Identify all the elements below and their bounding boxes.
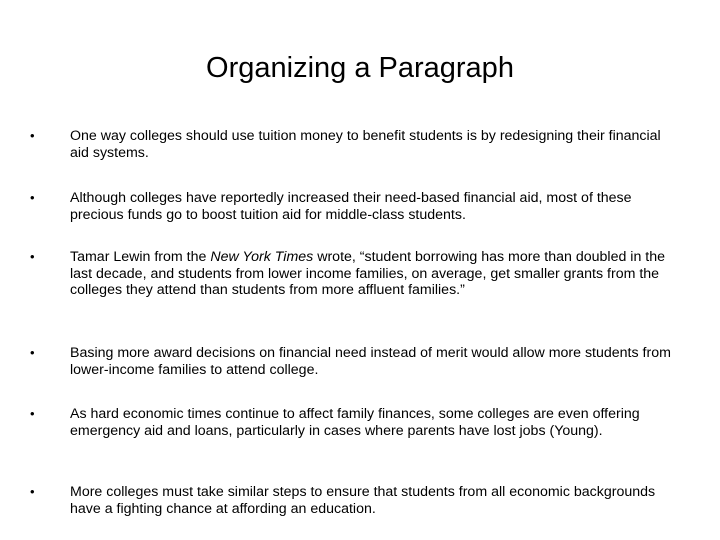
bullet-text: Basing more award decisions on financial need instead of merit would allow more students from lower-income families to attend college. bbox=[70, 345, 671, 378]
bullet-marker: • bbox=[30, 190, 35, 205]
publication-name: New York Times bbox=[210, 249, 314, 265]
bullet-item-6 bbox=[30, 484, 680, 517]
bullet-item-2 bbox=[30, 190, 680, 223]
bullet-item-3 bbox=[30, 249, 680, 299]
bullet-marker: • bbox=[30, 406, 35, 421]
bullet-text bbox=[70, 249, 680, 299]
bullet-text: One way colleges should use tuition money to benefit students is by redesigning their financial aid systems. bbox=[70, 128, 661, 161]
bullet-text: As hard economic times continue to affect family finances, some colleges are even offering emergency aid and loans, particularly in cases where parents have lost jobs (Young). bbox=[70, 406, 640, 439]
bullet-marker: • bbox=[30, 128, 35, 143]
bullet-item-1 bbox=[30, 128, 680, 161]
bullet-text-quote: wrote, “student borrowing has more than doubled in the last decade, and students from lower income families, on average, get smaller grants from the colleges they attend than students from more affluent families.” bbox=[70, 249, 666, 298]
bullet-text-lead: Tamar Lewin from the bbox=[70, 249, 211, 265]
bullet-marker: • bbox=[30, 345, 35, 360]
bullet-text: Although colleges have reportedly increased their need-based financial aid, most of these precious funds go to boost tuition aid for middle-class students. bbox=[70, 190, 632, 223]
bullet-marker: • bbox=[30, 249, 35, 264]
slide-title: Organizing a Paragraph bbox=[206, 52, 514, 84]
bullet-marker: • bbox=[30, 484, 35, 499]
bullet-item-5 bbox=[30, 406, 680, 439]
bullet-item-4 bbox=[30, 345, 680, 378]
bullet-text: More colleges must take similar steps to ensure that students from all economic backgrounds have a fighting chance at affording an education. bbox=[70, 484, 656, 517]
